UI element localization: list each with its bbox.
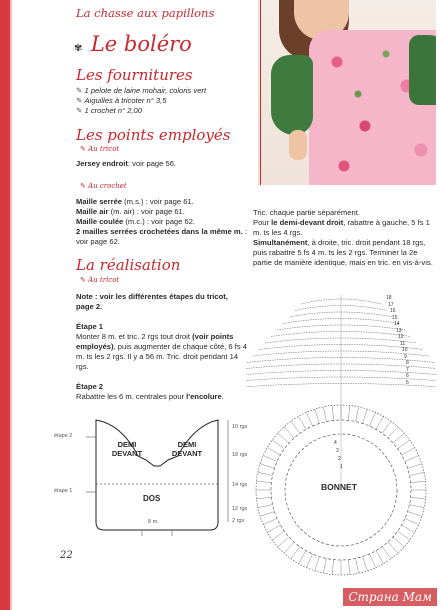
etape1-text-b: , puis augmenter de chaque côté, 6 fs 4 m. ts les 2 rgs. Il y a 56 m. Tric. droit pendant 14 rgs. [76, 342, 247, 371]
page-number: 22 [60, 550, 73, 561]
right-line3-bold: Simultanément [253, 238, 308, 247]
demi-devant-left-label: DEMI DEVANT [111, 440, 143, 458]
doll-photo [258, 0, 436, 185]
jersey-ref: : voir page 56. [127, 159, 177, 168]
crochet-item-double [76, 227, 251, 247]
fournitures-heading: Les fournitures [76, 66, 193, 84]
bonnet-row-number: 10 [402, 347, 408, 353]
right-line2-b: , rabattre à gauche, 5 fs 1 m. ts les 4 rgs. [253, 218, 430, 237]
bonnet-row-number: 15 [392, 314, 398, 321]
fournitures-item: ✎ 1 pelote de laine mohair, coloris vert [76, 86, 256, 96]
etape1-text-a: Monter 8 m. et tric. 2 rgs tout droit [76, 332, 193, 341]
etape1-text-bold: (voir points employés) [76, 332, 234, 351]
etape2-marker: étape 2 [54, 433, 73, 439]
crochet-item-ref: : voir page 61. [143, 197, 194, 206]
double-label: 2 mailles serrées crochetées dans la même m. [76, 227, 243, 236]
photo-frame-line [260, 0, 261, 185]
photo-bolero-right [409, 35, 436, 105]
bonnet-crochet-chart [246, 290, 436, 590]
fournitures-item: ✎ Aiguilles à tricoter n° 3,5 [76, 96, 256, 106]
bonnet-row-number: 18 [386, 295, 392, 301]
knitting-schema [54, 412, 258, 537]
crochet-item [76, 217, 251, 227]
right-column-text [253, 208, 435, 268]
photo-bolero [271, 55, 313, 135]
crochet-item-ref: : voir page 62. [144, 217, 196, 226]
bonnet-row-number: 12 [398, 334, 404, 340]
bonnet-row-number: 16 [390, 308, 396, 314]
etape2-text-a: Rabattre les 6 m. centrales pour [76, 392, 187, 401]
bonnet-row-number: 3 [336, 448, 339, 454]
bonnet-row-number: 2 [338, 456, 341, 462]
crochet-item-abbr: (m.c.) [123, 217, 145, 226]
bonnet-row-number: 11 [400, 340, 406, 347]
rgs-14-label: 14 rgs [232, 482, 248, 488]
watermark: Страна Мам [343, 588, 437, 606]
points-heading: Les points employés [76, 126, 231, 144]
crochet-item-ref: : voir page 61. [134, 207, 185, 216]
fournitures-list [76, 86, 256, 116]
etape1-marker: étape 1 [54, 488, 73, 494]
etape1-title: Étape 1 [76, 322, 104, 331]
right-line2 [253, 218, 435, 238]
crochet-item [76, 207, 251, 217]
rgs-18-label: 18 rgs [232, 452, 248, 458]
note: Note : voir les différentes étapes du tricot, page 2. [76, 292, 228, 311]
double-ref: : voir page 62. [76, 227, 247, 246]
tricot-label: ✎ Au tricot [80, 145, 119, 153]
right-line3-b: , à droite, tric. droit pendant 18 rgs, puis rabattre 5 fs 4 m. ts les 2 rgs. Terminer la 2e partie de manière identique, mais en tric. en vis-à-vis. [253, 238, 433, 267]
etape2-text-b: . [221, 392, 224, 401]
jersey-label: Jersey endroit [76, 159, 128, 168]
jersey-line [76, 159, 176, 169]
realisation-tricot-label: ✎ Au tricot [80, 276, 119, 284]
photo-arm [289, 130, 307, 160]
crochet-item-label: Maille coulée [76, 217, 124, 226]
crochet-label: ✎ Au crochet [80, 182, 127, 190]
crochet-item-abbr: (m.s.) [122, 197, 144, 206]
dos-label: DOS [143, 494, 161, 503]
bonnet-row-number: 13 [396, 327, 402, 334]
right-line1: Tric. chaque partie séparément. [253, 208, 360, 217]
etape2-text-bold: l'encolure [186, 392, 222, 401]
crochet-list [76, 197, 251, 247]
fournitures-item: ✎ 1 crochet n° 2,00 [76, 106, 256, 116]
crochet-item-label: Maille serrée [76, 197, 123, 206]
rgs-10-label: 10 rgs [232, 424, 248, 430]
bonnet-label: BONNET [321, 482, 357, 492]
bonnet-row-number: 14 [394, 321, 400, 327]
bonnet-row-number: 7 [406, 366, 409, 373]
bonnet-diagram [246, 290, 436, 590]
crochet-item-label: Maille air [76, 207, 109, 216]
rgs-12-label: 12 rgs [232, 506, 248, 512]
red-sidebar [0, 0, 12, 610]
chapter-title: La chasse aux papillons [76, 6, 215, 20]
crochet-item-abbr: (m. air) [108, 207, 135, 216]
right-line3 [253, 238, 435, 268]
rgs-2-label: 2 rgs [232, 518, 245, 524]
bonnet-row-number: 4 [334, 440, 337, 446]
bonnet-row-number: 8 [406, 360, 409, 366]
butterfly-icon: ✾ [74, 43, 83, 54]
bonnet-row-number: 17 [388, 301, 394, 308]
realisation-heading: La réalisation [76, 256, 181, 274]
bonnet-row-number: 9 [404, 353, 407, 360]
bonnet-row-number: 1 [340, 464, 343, 470]
title-row [74, 32, 192, 56]
bonnet-row-number: 5 [406, 379, 409, 386]
page-title: Le boléro [90, 32, 192, 56]
m8-label: 8 m. [148, 519, 159, 525]
etape2-title: Étape 2 [76, 382, 104, 391]
right-line2-bold: le demi-devant droit [271, 218, 344, 227]
crochet-item [76, 197, 251, 207]
etape2-text [76, 392, 252, 402]
right-line2-a: Pour [253, 218, 272, 227]
etape1-text [76, 332, 252, 372]
demi-devant-right-label: DEMI DEVANT [171, 440, 203, 458]
bonnet-row-number: 6 [406, 373, 409, 379]
